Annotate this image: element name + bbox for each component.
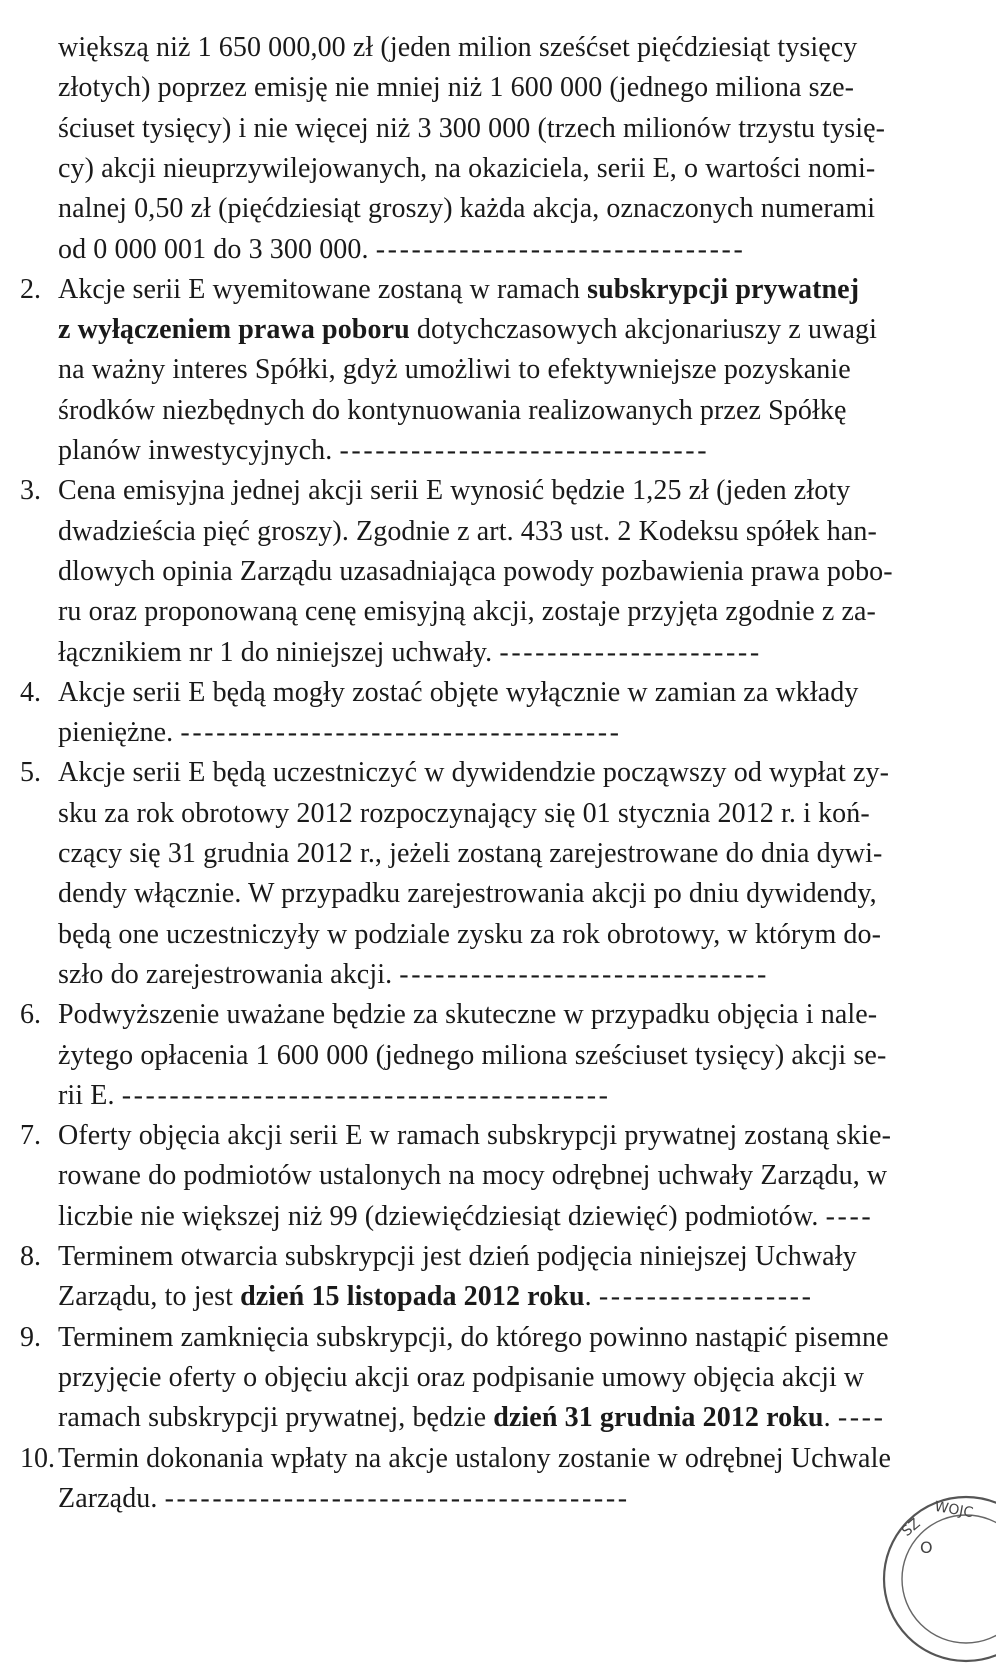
text-line xyxy=(58,753,966,793)
item-number: 3. xyxy=(20,475,41,507)
dash-filler: ------------------ xyxy=(598,1281,814,1313)
text-line xyxy=(58,68,966,108)
text-line xyxy=(58,673,966,713)
text-line xyxy=(58,149,966,189)
text-run: Podwyższenie uważane będzie za skuteczne w przypadku objęcia i nale- xyxy=(58,999,878,1031)
item-number: 9. xyxy=(20,1321,41,1353)
text-run: większą niż 1 650 000,00 zł (jeden milion sześćset pięćdziesiąt tysięcy xyxy=(58,32,858,63)
text-run: na ważny interes Spółki, gdyż umożliwi to efektywniejsze pozyskanie xyxy=(58,354,851,386)
text-line xyxy=(58,834,966,874)
text-line xyxy=(58,310,966,350)
text-run: przyjęcie oferty o objęciu akcji oraz podpisanie umowy objęcia akcji w xyxy=(58,1361,865,1393)
text-line xyxy=(58,1439,966,1479)
text-run: łącznikiem nr 1 do niniejszej uchwały. xyxy=(58,636,493,668)
text-line xyxy=(58,109,966,149)
text-run: rii E. xyxy=(58,1079,115,1111)
text-line xyxy=(58,1156,966,1196)
dash-filler: ----------------------------------------- xyxy=(121,1079,611,1111)
text-line xyxy=(58,1398,966,1438)
text-run: Terminem zamknięcia subskrypcji, do którego powinno nastąpić pisemne xyxy=(58,1321,889,1353)
text-line xyxy=(58,350,966,390)
text-line xyxy=(58,874,966,914)
text-run: . xyxy=(584,1281,592,1313)
text-run: cy) akcji nieuprzywilejowanych, na okaziciela, serii E, o wartości nomi- xyxy=(58,152,876,184)
text-line xyxy=(58,1116,966,1156)
text-line xyxy=(58,189,966,229)
text-line xyxy=(58,794,966,834)
dash-filler: ------------------------------- xyxy=(375,233,746,265)
text-run: . xyxy=(823,1402,831,1434)
text-run: Cena emisyjna jednej akcji serii E wynosić będzie 1,25 zł (jeden złoty xyxy=(58,475,851,507)
bold-text: dzień 31 grudnia 2012 roku xyxy=(493,1402,824,1434)
item-number: 2. xyxy=(20,273,41,305)
text-run: dwadzieścia pięć groszy). Zgodnie z art. 433 ust. 2 Kodeksu spółek han- xyxy=(58,515,877,547)
text-line xyxy=(58,391,966,431)
seal-stamp-icon xyxy=(876,1489,996,1669)
text-run: ru oraz proponowaną cenę emisyjną akcji, zostaje przyjęta zgodnie z za- xyxy=(58,596,876,628)
text-line xyxy=(58,1237,966,1277)
text-run: Zarządu. xyxy=(58,1482,158,1514)
text-run: liczbie nie większej niż 99 (dziewięćdziesiąt dziewięć) podmiotów. xyxy=(58,1200,819,1232)
text-run: Termin dokonania wpłaty na akcje ustalony zostanie w odrębnej Uchwale xyxy=(58,1442,891,1474)
text-line xyxy=(58,431,966,471)
text-line xyxy=(58,1358,966,1398)
bold-text: dzień 15 listopada 2012 roku xyxy=(240,1281,585,1313)
text-run: Akcje serii E wyemitowane zostaną w ramach xyxy=(58,273,588,305)
item-number: 6. xyxy=(20,999,41,1031)
text-run: sku za rok obrotowy 2012 rozpoczynający się 01 stycznia 2012 r. i koń- xyxy=(58,797,870,829)
text-run: ściuset tysięcy) i nie więcej niż 3 300 000 (trzech milionów trzystu tysię- xyxy=(58,112,886,144)
text-run: czący się 31 grudnia 2012 r., jeżeli zostaną zarejestrowane do dnia dywi- xyxy=(58,838,883,869)
dash-filler: --------------------------------------- xyxy=(164,1482,630,1514)
text-run: planów inwestycyjnych. xyxy=(58,435,333,466)
item-number: 5. xyxy=(20,757,41,789)
text-line xyxy=(58,955,966,995)
text-run: Zarządu, to jest xyxy=(58,1281,241,1313)
text-line xyxy=(58,1277,966,1317)
text-line xyxy=(58,1479,966,1519)
dash-filler: ------------------------------- xyxy=(399,958,769,990)
text-line xyxy=(58,592,966,632)
dash-filler: ---- xyxy=(825,1200,874,1232)
bold-text: z wyłączeniem prawa poboru xyxy=(58,314,410,346)
text-line xyxy=(58,552,966,592)
text-line xyxy=(58,1318,966,1358)
text-run: Oferty objęcia akcji serii E w ramach subskrypcji prywatnej zostaną skie- xyxy=(58,1120,891,1152)
text-run: Terminem otwarcia subskrypcji jest dzień podjęcia niniejszej Uchwały xyxy=(58,1241,857,1272)
text-run: pieniężne. xyxy=(58,717,174,749)
text-run: rowane do podmiotów ustalonych na mocy odrębnej uchwały Zarządu, w xyxy=(58,1160,888,1192)
text-run: Akcje serii E będą mogły zostać objęte wyłącznie w zamian za wkłady xyxy=(58,676,859,708)
text-line xyxy=(58,713,966,753)
text-run: dendy włącznie. W przypadku zarejestrowania akcji po dniu dywidendy, xyxy=(58,878,877,910)
text-line xyxy=(58,1197,966,1237)
text-run: dlowych opinia Zarządu uzasadniająca powody pozbawienia prawa pobo- xyxy=(58,555,893,587)
dash-filler: ------------------------------------- xyxy=(180,717,622,749)
dash-filler: ------------------------------- xyxy=(339,435,710,466)
text-line xyxy=(58,28,966,68)
text-line xyxy=(58,230,966,270)
text-line xyxy=(58,633,966,673)
text-line xyxy=(58,512,966,552)
item-number: 7. xyxy=(20,1120,41,1152)
text-run: ramach subskrypcji prywatnej, będzie xyxy=(58,1402,494,1434)
item-number: 10. xyxy=(20,1442,55,1474)
text-run: będą one uczestniczyły w podziale zysku za rok obrotowy, w którym do- xyxy=(58,918,882,950)
text-run: nalnej 0,50 zł (pięćdziesiąt groszy) każda akcja, oznaczonych numerami xyxy=(58,193,876,225)
bold-text: subskrypcji prywatnej xyxy=(587,273,860,305)
text-line xyxy=(58,995,966,1035)
text-line xyxy=(58,915,966,955)
text-line xyxy=(58,270,966,310)
text-line xyxy=(58,1076,966,1116)
text-line xyxy=(58,1036,966,1076)
dash-filler: ---- xyxy=(837,1402,886,1434)
text-run: szło do zarejestrowania akcji. xyxy=(58,958,393,990)
text-run: żytego opłacenia 1 600 000 (jednego miliona sześciuset tysięcy) akcji se- xyxy=(58,1039,887,1071)
text-run: złotych) poprzez emisję nie mniej niż 1 600 000 (jednego miliona sze- xyxy=(58,72,855,104)
text-line xyxy=(58,471,966,511)
text-run: Akcje serii E będą uczestniczyć w dywidendzie począwszy od wypłat zy- xyxy=(58,757,890,789)
text-run: dotychczasowych akcjonariuszy z uwagi xyxy=(409,314,877,346)
text-run: od 0 000 001 do 3 300 000. xyxy=(58,233,369,265)
svg-text:SZ: SZ xyxy=(899,1515,924,1540)
item-number: 4. xyxy=(20,676,41,708)
dash-filler: ---------------------- xyxy=(499,636,762,668)
text-run: środków niezbędnych do kontynuowania realizowanych przez Spółkę xyxy=(58,394,847,426)
svg-text:O: O xyxy=(920,1538,933,1557)
svg-text:WOJC: WOJC xyxy=(933,1498,975,1522)
item-number: 8. xyxy=(20,1241,41,1272)
